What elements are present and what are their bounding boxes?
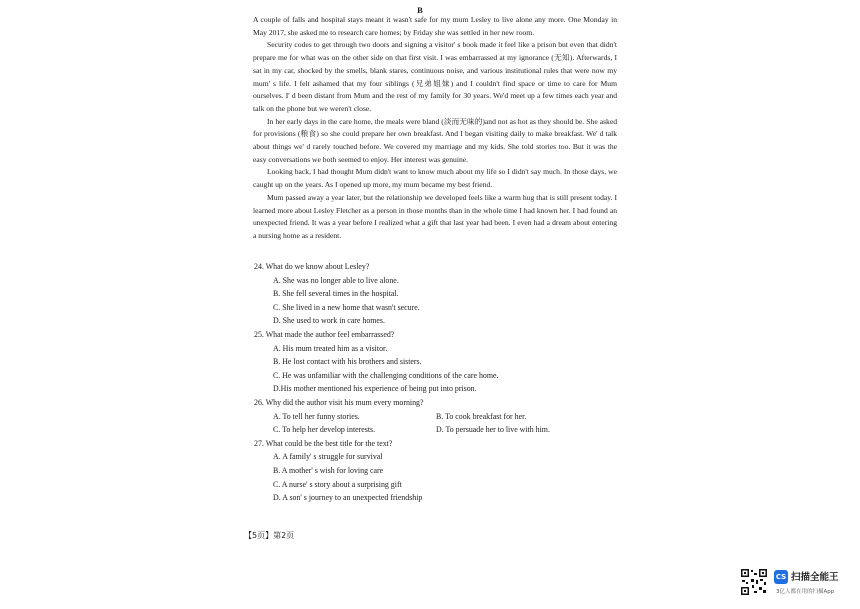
question-list [254,260,614,505]
option-c: C. To help her develop interests. [273,425,376,435]
option-a: A. To tell her funny stories. [273,411,360,421]
brand-tagline: 3亿人都在用的扫描App [776,589,835,595]
passage-paragraph: Mum passed away a year later, but the relationship we developed feels like a warm hug that is still present today. I learned more about Lesley Fletcher as a person in those months than in the whole time I had known her. I had found an unexpected friend. It was a year before I realized what a gift that last year had been. I even had a dream about entering a nursing home as a resident. [253,192,617,240]
brand-name: 扫描全能王 [791,572,839,583]
question-stem: 24. What do we know about Lesley? [254,262,370,271]
option-row [254,423,614,437]
section-label: B [417,5,423,15]
option-b: B. A mother' s wish for loving care [273,465,384,475]
question-24 [254,260,614,328]
option-row [254,410,614,424]
option-b: B. To cook breakfast for her. [436,411,527,421]
passage-paragraph: A couple of falls and hospital stays meant it wasn't safe for my mum Lesley to live alone any more. One Monday in May 2017, she asked me to research care homes; by Friday she was settled in her new room. [253,15,617,37]
option-a: A. A family' s struggle for survival [273,452,383,462]
option-a: A. She was no longer able to live alone. [273,275,399,285]
question-27 [254,437,614,505]
option-b: B. She fell several times in the hospital. [273,289,399,299]
passage-paragraph: In her early days in the care home, the meals were bland (淡而无味的)and not as hot as they should be. She asked for provisions (粮食) so she could prepare her own breakfast. And I began visiting daily to make breakfast. We' d talk about things we' d rarely touched before. We covered my marriage and my kids. She told stories too. But it was the easy conversations we both seemed to enjoy. Her interest was genuine. [253,116,617,164]
question-25 [254,328,614,396]
scanner-watermark [740,568,850,600]
option-d: D. To persuade her to live with him. [436,425,550,435]
reading-passage [253,14,617,243]
option-d: D. A son' s journey to an unexpected friendship [273,493,423,503]
option-b: B. He lost contact with his brothers and sisters. [273,357,422,367]
passage-paragraph: Looking back, I had thought Mum didn't want to know much about my life so I didn't say much. In those days, we caught up on the years. As I opened up more, my mum became my best friend. [253,167,617,190]
question-stem: 26. Why did the author visit his mum every morning? [254,397,424,407]
option-d: D.His mother mentioned his experience of being put into prison. [273,384,477,394]
camscanner-logo: CS [774,570,788,584]
passage-paragraph: Security codes to get through two doors and signing a visitor' s book made it feel like a prison but even that didn't prepare me for what was on the other side on that first visit. I was embarrassed at my ignorance (无知). Afterwards, I sat in my car, shocked by the smells, blank stares, continuous noise, and various institutional rules that were now my mum' s life. I felt ashamed that my four siblings (兄弟姐妹) and I couldn't find space or time to care for Mum ourselves. I' d been distant from Mum and the rest of my family for 30 years. We'd meet up a few times each year and talk on the phone but we weren't close. [253,40,617,113]
option-c: C. He was unfamiliar with the challenging conditions of the care home. [273,370,499,380]
question-stem: 27. What could be the best title for the text? [254,438,393,448]
option-c: C. A nurse' s story about a surprising gift [273,479,402,489]
option-d: D. She used to work in care homes. [273,316,385,326]
option-a: A. His mum treated him as a visitor. [273,343,388,353]
question-stem: 25. What made the author feel embarrassed? [254,329,395,339]
option-c: C. She lived in a new home that wasn't secure. [273,302,420,312]
qr-code-icon [740,568,768,596]
page-footer: 【5页】第2页 [244,531,295,540]
question-26 [254,396,614,437]
